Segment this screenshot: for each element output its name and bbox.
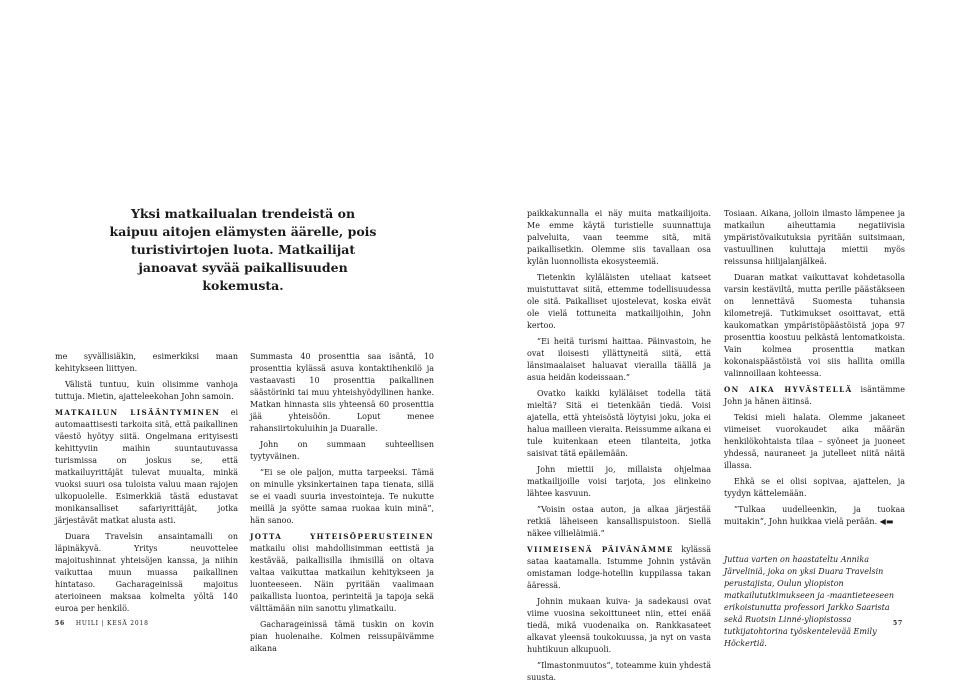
paragraph — [55, 379, 238, 403]
paragraph-text: paikkakunnalla ei näy muita matkailijoita. Me emme käytä turistielle suunnattuja palveluita, vaan teemme sitä, mitä paikallisetkin. Olemme siis tavallaan osa kylän luonnollista ekosysteemiä. — [527, 209, 711, 266]
paragraph — [724, 208, 905, 268]
article-column-3 — [527, 208, 711, 688]
paragraph-text: Tekisi mieli halata. Olemme jakaneet viimeiset vuorokaudet aika määrän henkilökohtaista tilaa – syöneet ja juoneet yhdessä, nauraneet ja jutelleet niitä näitä illassa. — [724, 413, 905, 470]
paragraph-text: Tietenkin kyläläisten uteliaat katseet muistuttavat siitä, ettemme todellisuudessa ole sitä. Paikalliset ujostelevat, koska eivät ole vielä tottuneita matkailijoihin, John kertoo. — [527, 273, 711, 330]
page-number-right: 57 — [893, 620, 903, 627]
paragraph-text: Välistä tuntuu, kuin olisimme vanhoja tuttuja. Mietin, ajatteleekohan John samoin. — [55, 380, 238, 401]
section-lead-in: VIIMEISENÄ PÄIVÄNÄMME — [527, 545, 674, 554]
pull-quote: Yksi matkailualan trendeistä on kaipuu aitojen elämysten äärelle, pois turistivirtojen luota. Matkailijat janoavat syvää paikallisuuden kokemusta. — [109, 206, 377, 293]
paragraph-text: ei automaattisesti tarkoita sitä, että paikallinen väestö hyötyy siitä. Ongelmana erityisesti kehittyviin maihin suuntautuvassa turismissa on joskus se, että matkailuyrittäjät tulevat muualta, minkä vuoksi suuri osa tuloista valuu maan rajojen ulkopuolelle. Esimerkkiä tästä edustavat monikansalliset safariyrittäjät, jotka järjestävät matkat alusta asti. — [55, 408, 238, 525]
paragraph — [55, 531, 238, 615]
paragraph — [250, 467, 434, 527]
section-lead-in: MATKAILUN LISÄÄNTYMINEN — [55, 408, 221, 417]
paragraph — [724, 384, 905, 408]
paragraph-text: Tosiaan. Aikana, jolloin ilmasto lämpenee ja matkailun aiheuttamia negatiivisia ympäristövaikutuksia pyritään suitsimaan, vastuullinen kuluttaja miettii myös reissunsa hiilijalanjälkeä. — [724, 209, 905, 266]
paragraph — [527, 464, 711, 500]
paragraph-text: me syvällisiäkin, esimerkiksi maan kehitykseen liittyen. — [55, 352, 238, 373]
paragraph-text: John miettii jo, millaista ohjelmaa matkailijoille voisi tarjota, jos elinkeino lähtee kasvuun. — [527, 465, 711, 498]
left-page — [0, 0, 479, 677]
paragraph — [250, 351, 434, 435]
paragraph-text: Ehkä se ei olisi sopivaa, ajattelen, ja tyydyn kättelemään. — [724, 477, 905, 498]
paragraph-text: kylässä sataa kaatamalla. Istumme Johnin ystävän omistaman lodge-hotellin kuppilassa takan ääressä. — [527, 545, 711, 590]
paragraph-text: ”Tulkaa uudelleenkin, ja tuokaa muitakin”, John huikkaa vielä perään. ◀▬ — [724, 505, 905, 526]
page-footer-left — [55, 620, 149, 627]
paragraph — [55, 407, 238, 527]
paragraph — [527, 208, 711, 268]
section-lead-in: ON AIKA HYVÄSTELLÄ — [724, 385, 853, 394]
paragraph — [250, 619, 434, 655]
paragraph-text: ”Ilmastonmuutos”, toteamme kuin yhdestä suusta. — [527, 661, 711, 682]
paragraph — [527, 272, 711, 332]
paragraph — [724, 412, 905, 472]
paragraph-text: Ovatko kaikki kyläläiset todella tätä mieltä? Sitä ei tietenkään tiedä. Voisi ajatella, että yhteisöstä löytyisi joku, joka ei halua mailleen vieraita. Reissumme aikana ei tule kuitenkaan eteen tilanteita, jotka saisivat tätä epäilemään. — [527, 389, 712, 458]
paragraph-text: Johnin mukaan kuiva- ja sadekausi ovat viime vuosina sekoittuneet niin, ettei enää tiedä, mikä vuodenaika on. Rankkasateet alkavat yleensä toukokuussa, ja nyt on vasta huhtikuun alkupuoli. — [527, 597, 711, 654]
right-page — [480, 0, 959, 682]
paragraph — [527, 544, 711, 592]
paragraph-text: ”Voisin ostaa auton, ja alkaa järjestää retkiä läheiseen kansallispuistoon. Siellä näkee villieläimiä.” — [527, 505, 711, 538]
paragraph-text: Duaran matkat vaikuttavat kohdetasolla varsin kestäviltä, mutta perille päästäkseen on lennettävä Suomesta tuhansia kilometrejä. Tutkimukset osoittavat, että kaukomatkan ympäristöpäästöistä jopa 97 prosenttia koostuu pelkästä lentomatkoista. Vain kolmea prosenttia matkan kokonaispäästöistä voi siis hallita omilla valinnoillaan kohteessa. — [724, 273, 905, 378]
paragraph — [724, 504, 905, 528]
paragraph-text: ”Ei heitä turismi haittaa. Päinvastoin, he ovat iloisesti yllättyneitä siitä, että länsimaalaiset haluavat vierailla täällä ja asua heidän kodeissaan.” — [527, 337, 711, 382]
paragraph — [724, 476, 905, 500]
paragraph-text: Duara Travelsin ansaintamalli on läpinäkyvä. Yritys neuvottelee majoitushinnat yhteisöjen kanssa, ja niihin vaikuttaa muun muassa paikallinen hintataso. Gacharageinissä majoitus aterioineen maksaa kolmelta yöltä 140 euroa per henkilö. — [55, 532, 238, 613]
paragraph-text: Summasta 40 prosenttia saa isäntä, 10 prosenttia kylässä asuva kontaktihenkilö ja vastaavasti 10 prosenttia paikallinen säästörinki tai muu yhteishyödyllinen hanke. Matkan hinnasta siis yhteensä 60 prosenttia jää yhteisöön. Loput menee rahansiirtokuluihin ja Duaralle. — [250, 352, 434, 433]
paragraph — [527, 596, 711, 656]
paragraph — [527, 388, 711, 460]
paragraph — [527, 336, 711, 384]
paragraph-text: isäntämme John ja hänen äitinsä. — [724, 385, 905, 406]
magazine-issue: HUILI | KESÄ 2018 — [75, 620, 149, 627]
article-column-2 — [250, 351, 434, 659]
article-column-1 — [55, 351, 238, 619]
article-column-4 — [724, 208, 905, 654]
paragraph — [527, 660, 711, 684]
paragraph-text: Gacharageinissä tämä tuskin on kovin pian huolenaihe. Kolmen reissupäivämme aikana — [250, 620, 434, 653]
paragraph — [250, 531, 434, 615]
page-footer-right — [893, 620, 903, 627]
article-credits: Juttua varten on haastateltu Annika Järveliniä, joka on yksi Duara Travelsin perustajista, Oulun yliopiston matkailututkimukseen ja -maantieteeseen erikoistunutta professori Jarkko Saarista sekä Ruotsin Linné-yliopistossa tutkijatohtorina työskentelevää Emily Höckertiä. — [724, 555, 894, 648]
paragraph — [527, 504, 711, 540]
paragraph-text: John on summaan suhteellisen tyytyväinen. — [250, 440, 434, 461]
section-lead-in: JOTTA YHTEISÖPERUSTEINEN — [250, 532, 434, 541]
paragraph-text: ”Ei se ole paljon, mutta tarpeeksi. Tämä on minulle yksinkertainen tapa tienata, sillä se ei vaadi suuria investointeja. Te nukutte meillä ja syötte samaa ruokaa kuin minä”, hän sanoo. — [250, 468, 434, 525]
paragraph — [250, 439, 434, 463]
paragraph — [55, 351, 238, 375]
paragraph-text: matkailu olisi mahdollisimman eettistä ja kestävää, paikallisilla ihmisillä on oltava valtaa vaikuttaa matkailun kehitykseen ja luonteeseen. Näin pyritään vaalimaan paikallista luontoa, perinteitä ja tapoja sekä välttämään niin sanottu ylimatkailu. — [250, 544, 434, 613]
page-number-left: 56 — [55, 620, 65, 627]
paragraph — [724, 272, 905, 380]
